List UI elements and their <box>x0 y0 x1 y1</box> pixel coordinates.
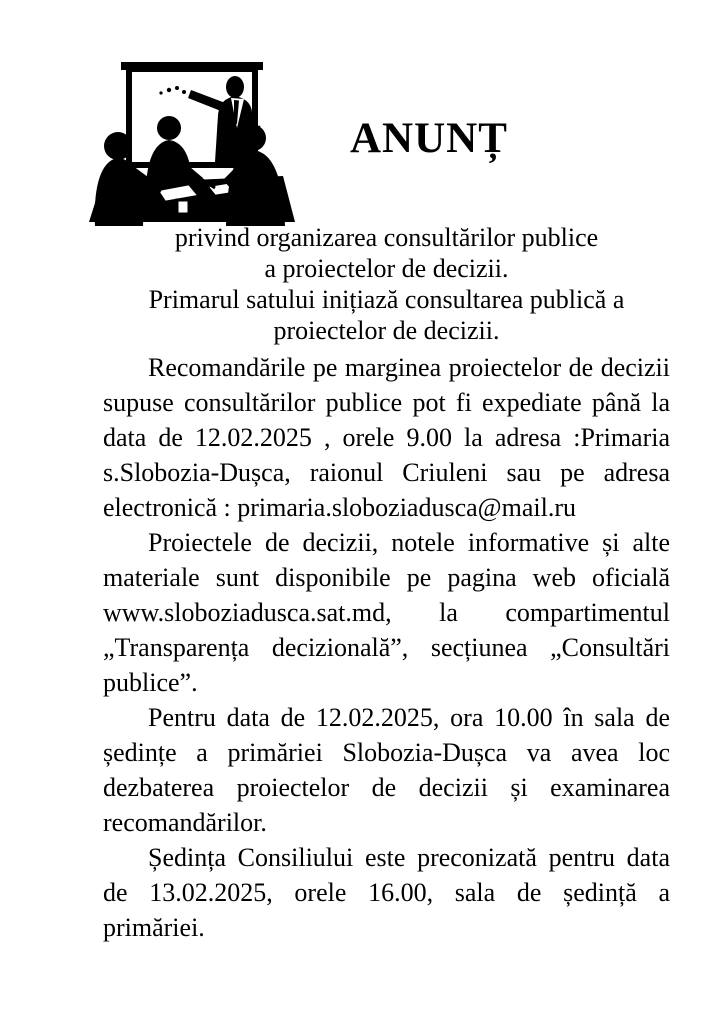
text-line: supuse consultărilor publice pot fi expediate până la <box>103 388 670 417</box>
text-line: „Transparența decizională”, secțiunea „Consultări <box>103 633 670 662</box>
subtitle-line: proiectelor de decizii. <box>273 316 500 345</box>
text-line-email: electronică : primaria.sloboziadusca@mail.ru <box>103 493 576 522</box>
text-line: recomandărilor. <box>103 808 267 837</box>
subtitle-line: Primarul satului inițiază consultarea publică a <box>148 285 625 314</box>
page-title: ANUNȚ <box>350 115 508 162</box>
text-line: Recomandările pe marginea proiectelor de decizii <box>148 353 670 382</box>
paragraph-recommendations <box>103 350 670 525</box>
subtitle-block <box>103 222 670 346</box>
body-text <box>103 350 670 945</box>
paragraph-projects-online <box>103 525 670 700</box>
text-line: ședințe a primăriei Slobozia-Dușca va avea loc <box>103 738 670 767</box>
text-line-website: www.sloboziadusca.sat.md, la compartimentul <box>103 598 670 627</box>
meeting-clipart-svg <box>85 62 297 226</box>
text-line: Proiectele de decizii, notele informative și alte <box>148 528 670 557</box>
meeting-presentation-clipart <box>85 62 297 226</box>
text-line: Pentru data de 12.02.2025, ora 10.00 în sala de <box>148 703 670 732</box>
text-line: dezbaterea proiectelor de decizii și examinarea <box>103 773 670 802</box>
text-line: Ședința Consiliului este preconizată pentru data <box>148 843 670 872</box>
subtitle-line: privind organizarea consultărilor publice <box>174 223 599 252</box>
subtitle-line: a proiectelor de decizii. <box>264 254 509 283</box>
text-line: publice”. <box>103 668 198 697</box>
text-line: data de 12.02.2025 , orele 9.00 la adresa :Primaria <box>103 423 670 452</box>
text-line: primăriei. <box>103 913 205 942</box>
text-line: materiale sunt disponibile pe pagina web oficială <box>103 563 670 592</box>
text-line: de 13.02.2025, orele 16.00, sala de ședință a <box>103 878 670 907</box>
text-line: s.Slobozia-Dușca, raionul Criuleni sau pe adresa <box>103 458 670 487</box>
paragraph-council-meeting <box>103 840 670 945</box>
paragraph-debate-meeting <box>103 700 670 840</box>
